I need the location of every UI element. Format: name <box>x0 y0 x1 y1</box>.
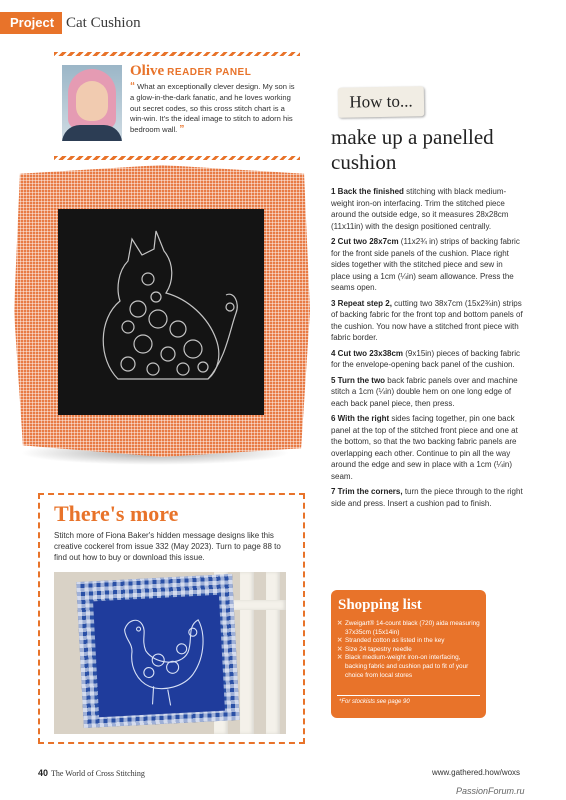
cat-silhouette-icon <box>58 209 264 415</box>
shopping-list-title: Shopping list <box>338 597 422 613</box>
shopping-item <box>337 637 483 646</box>
step-text: (11x2¾ in) strips of backing fabric for the front side panels of the cushion. Place right sides together with the stitched piece and sew in place using a 1cm (¼in) seam allowance. Press the seams open. <box>331 237 520 292</box>
shopping-divider <box>337 695 480 696</box>
more-title: There's more <box>54 501 179 526</box>
howto-title: make up a panelled cushion <box>331 125 494 174</box>
shopping-item-text: Zweigart® 14-count black (720) aida measuring 37x35cm (15x14in) <box>345 620 480 636</box>
reader-panel <box>56 55 298 155</box>
blue-aida-panel <box>93 595 225 717</box>
step-text: (9x15in) pieces of backing fabric for the envelope-opening back panel of the cushion. <box>331 348 520 369</box>
step-6 <box>331 413 523 482</box>
step-text: stitching with black medium-weight iron-on interfacing. Trim the stitched piece around the outside edge, so it measures 28x28cm (11x11in) with the design positioned centrally. <box>331 187 509 231</box>
step-lead: 3 Repeat step 2, <box>331 298 392 308</box>
watermark: PassionForum.ru <box>456 786 525 796</box>
panel-bottom-zigzag <box>54 156 300 160</box>
shopping-item-text: Black medium-weight iron-on interfacing, backing fabric and cushion pad to fit of your choice from local stores <box>345 654 469 679</box>
step-3 <box>331 298 523 344</box>
step-lead: 1 Back the finished <box>331 187 404 196</box>
step-lead: 2 Cut two 28x7cm <box>331 237 399 246</box>
reader-quote <box>130 82 300 136</box>
footer-url: www.gathered.how/woxs <box>432 768 521 777</box>
shopping-list-box <box>331 590 486 718</box>
cross-bullet-icon: ✕ <box>337 654 343 662</box>
step-7 <box>331 486 523 509</box>
step-4 <box>331 348 523 371</box>
page-footer <box>38 768 145 778</box>
reader-quote-text: What an exceptionally clever design. My son is a glow-in-the-dark fanatic, and he loves working out secret codes, so this cross stitch chart is a win-win. It's the ideal image to stitch to adorn his bedroom wall. <box>130 82 295 135</box>
shopping-item-text: Size 24 tapestry needle <box>345 645 412 653</box>
reader-first-name: Olive <box>130 63 165 79</box>
shopping-items <box>337 620 483 680</box>
more-text: Stitch more of Fiona Baker's hidden message designs like this creative cockerel from issue 332 (May 2023). Turn to page 88 to find out how to buy or download this issue. <box>54 531 281 562</box>
step-text: back fabric panels over and machine stitch a 1cm (¼in) double hem on one long edge of each back panel piece, then press. <box>331 375 518 408</box>
cockerel-icon <box>93 595 225 717</box>
shopping-item <box>337 654 483 680</box>
shopping-item <box>337 646 483 655</box>
cross-bullet-icon: ✕ <box>337 637 343 645</box>
step-2 <box>331 236 523 294</box>
step-text: cutting two 38x7cm (15x2¾in) strips of backing fabric for the front top and bottom panels of the cushion. You now have a stitched front piece with fabric border. <box>331 298 523 342</box>
cross-bullet-icon: ✕ <box>337 645 343 653</box>
step-lead: 5 Turn the two <box>331 375 386 385</box>
step-lead: 6 With the right <box>331 414 390 423</box>
step-5 <box>331 375 523 410</box>
page-title: Cat Cushion <box>66 15 141 31</box>
black-aida-panel <box>58 209 264 415</box>
reader-avatar <box>62 65 122 141</box>
cat-cushion-photo <box>14 165 314 473</box>
step-1 <box>331 186 523 232</box>
step-text: sides facing together, pin one back panel at the top of the stitched front piece and one at the bottom, so that the two backing fabric panels are overlapping each other. Continue to pin all the way around the edge and sew in place with a 1cm (¼in) seam. <box>331 414 518 481</box>
stockists-note: *For stockists see page 90 <box>339 699 410 705</box>
page-number: 40 <box>38 768 49 778</box>
section-tab: Project <box>0 12 62 34</box>
reader-name <box>130 63 251 80</box>
step-text: turn the piece through to the right side and press. Insert a cushion pad to finish. <box>331 487 523 508</box>
shopping-item-text: Stranded cotton as listed in the key <box>345 637 445 645</box>
close-quote-icon: ” <box>179 124 185 136</box>
step-lead: 4 Cut two 23x38cm <box>331 348 404 358</box>
cross-bullet-icon: ✕ <box>337 620 343 627</box>
open-quote-icon: “ <box>130 81 135 92</box>
step-lead: 7 Trim the corners, <box>331 487 403 496</box>
shopping-item <box>337 620 483 637</box>
howto-badge: How to... <box>338 86 425 117</box>
magazine-name: The World of Cross Stitching <box>51 769 145 778</box>
cockerel-cushion-photo <box>54 572 286 734</box>
howto-steps <box>331 186 523 513</box>
reader-panel-label: READER PANEL <box>167 67 252 78</box>
